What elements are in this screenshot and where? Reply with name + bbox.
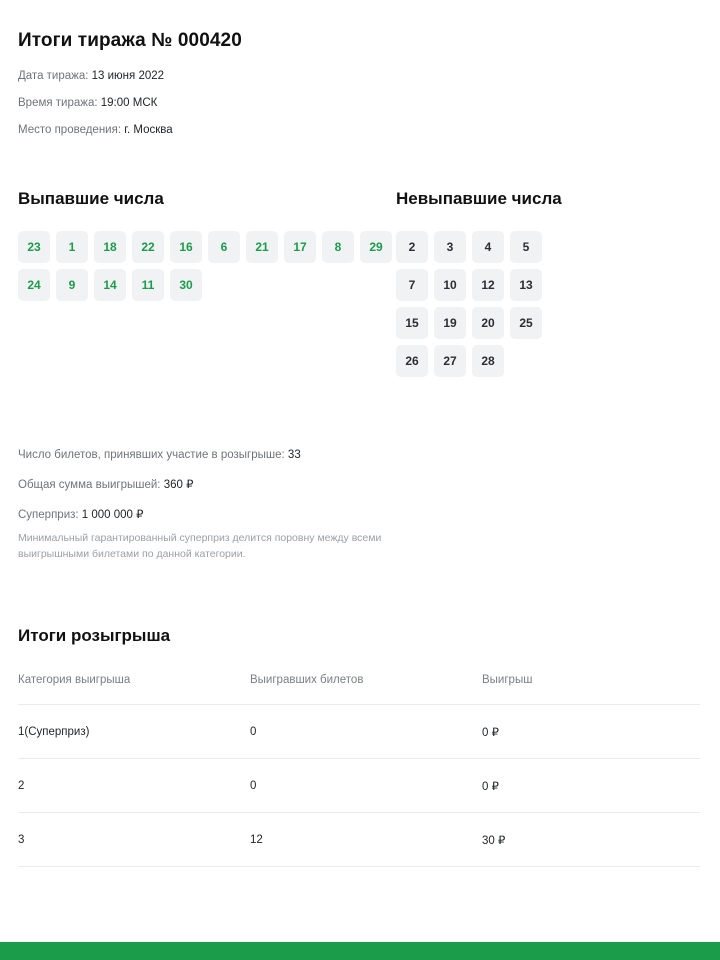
draw-meta-list [18,70,700,137]
undrawn-number-ball: 2 [396,231,428,263]
undrawn-number-ball: 15 [396,307,428,339]
drawn-number-ball: 14 [94,269,126,301]
undrawn-number-ball: 13 [510,269,542,301]
stat-value-superprize: 1 000 000 ₽ [81,509,144,522]
drawn-number-ball: 6 [208,231,240,263]
undrawn-number-ball: 10 [434,269,466,301]
undrawn-number-ball: 20 [472,307,504,339]
undrawn-number-ball: 4 [472,231,504,263]
cell-tickets: 0 [250,758,482,812]
drawn-number-ball: 18 [94,231,126,263]
drawn-number-ball: 11 [132,269,164,301]
results-title: Итоги розыгрыша [18,625,171,645]
column-header-category: Категория выигрыша [18,674,250,705]
stat-row-superprize [18,507,700,521]
table-row [18,704,700,758]
results-table-head [18,674,700,705]
drawn-number-ball: 24 [18,269,50,301]
meta-value-place: г. Москва [124,123,173,136]
superprize-note: Минимальный гарантированный суперприз делится поровну между всеми выигрышными билетами по данной категории. [18,532,382,560]
stat-value-tickets: 33 [287,449,301,462]
undrawn-number-ball: 25 [510,307,542,339]
column-header-prize: Выигрыш [482,674,700,705]
drawn-numbers-heading: Выпавшие числа [18,189,164,209]
drawn-number-ball: 1 [56,231,88,263]
results-table [18,674,700,867]
drawn-numbers-section [18,189,396,377]
table-row [18,758,700,812]
meta-label-time: Время тиража: [18,96,98,109]
results-header-row [18,674,700,705]
drawn-number-ball: 9 [56,269,88,301]
cell-prize: 0 ₽ [482,758,700,812]
meta-row-time [18,97,700,111]
footer-accent-bar [0,942,720,960]
undrawn-numbers-section [396,189,696,377]
cell-category: 1(Суперприз) [18,704,250,758]
undrawn-number-ball: 26 [396,345,428,377]
drawn-numbers-grid [18,231,396,301]
cell-tickets: 0 [250,704,482,758]
undrawn-number-ball: 7 [396,269,428,301]
drawn-number-ball: 8 [322,231,354,263]
drawn-number-ball: 30 [170,269,202,301]
page-title: Итоги тиража № 000420 [18,30,242,51]
drawn-number-ball: 22 [132,231,164,263]
cell-category: 3 [18,812,250,866]
drawn-number-ball: 21 [246,231,278,263]
meta-value-date: 13 июня 2022 [91,70,165,82]
cell-prize: 30 ₽ [482,812,700,866]
undrawn-number-ball: 3 [434,231,466,263]
drawn-number-ball: 23 [18,231,50,263]
cell-tickets: 12 [250,812,482,866]
stat-row-total-prizes [18,477,700,491]
stat-row-tickets [18,449,700,461]
undrawn-number-ball: 27 [434,345,466,377]
undrawn-number-ball: 28 [472,345,504,377]
meta-row-place [18,124,700,138]
stat-label-superprize: Суперприз: [18,509,79,522]
meta-value-time: 19:00 МСК [100,96,158,109]
meta-label-date: Дата тиража: [18,70,89,82]
meta-row-date [18,70,700,84]
undrawn-numbers-grid [396,231,566,377]
stat-label-total-prizes: Общая сумма выигрышей: [18,479,161,492]
undrawn-number-ball: 5 [510,231,542,263]
drawn-number-ball: 17 [284,231,316,263]
undrawn-number-ball: 19 [434,307,466,339]
stat-label-tickets: Число билетов, принявших участие в розыгрыше: [18,449,285,462]
cell-category: 2 [18,758,250,812]
table-row [18,812,700,866]
results-table-body [18,704,700,866]
drawn-number-ball: 29 [360,231,392,263]
stat-value-total-prizes: 360 ₽ [163,479,194,492]
undrawn-number-ball: 12 [472,269,504,301]
draw-statistics [18,449,700,561]
column-header-winning-tickets: Выигравших билетов [250,674,482,705]
drawn-number-ball: 16 [170,231,202,263]
results-section [18,626,700,867]
undrawn-numbers-heading: Невыпавшие числа [396,189,562,209]
cell-prize: 0 ₽ [482,704,700,758]
meta-label-place: Место проведения: [18,123,122,136]
numbers-sections [18,189,700,377]
